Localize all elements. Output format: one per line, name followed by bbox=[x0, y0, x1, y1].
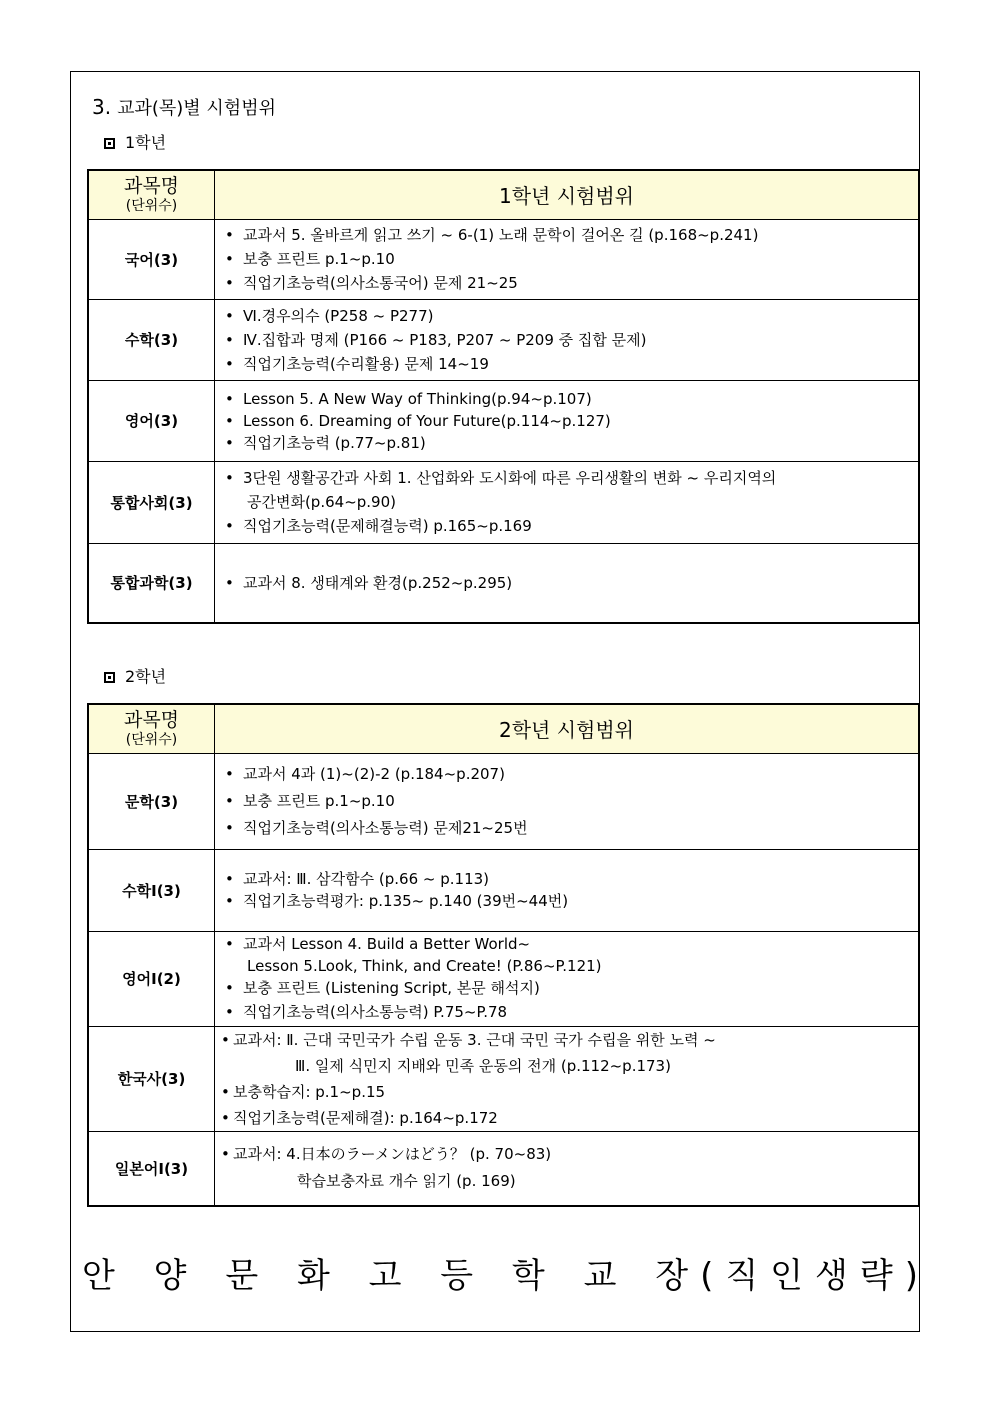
range-cell bbox=[215, 380, 920, 461]
range-cell bbox=[215, 753, 920, 849]
subject-cell: 영어(3) bbox=[88, 380, 215, 461]
grade2-heading-text: 2학년 bbox=[125, 667, 167, 686]
subject-cell: 수학(3) bbox=[88, 299, 215, 380]
table-row bbox=[88, 461, 919, 543]
list-item: • 직업기초능력(의사소통국어) 문제 21~25 bbox=[215, 271, 918, 295]
list-item: • 3단원 생활공간과 사회 1. 산업화와 도시화에 따른 우리생활의 변화 ~ 우리지역의 bbox=[215, 466, 918, 490]
range-cell bbox=[215, 461, 920, 543]
list-item: • 직업기초능력(의사소통능력) 문제21~25번 bbox=[215, 815, 918, 842]
list-item: • 보충 프린트 p.1~p.10 bbox=[215, 788, 918, 815]
header-subject-cell bbox=[88, 704, 215, 753]
subject-cell: 한국사(3) bbox=[88, 1026, 215, 1131]
grade2-table bbox=[87, 703, 920, 1207]
list-item: • 직업기초능력(의사소통능력) P.75~P.78 bbox=[215, 999, 918, 1025]
table-row bbox=[88, 543, 919, 623]
list-item: • Ⅵ.경우의수 (P258 ~ P277) bbox=[215, 304, 918, 328]
list-item: • 보충학습지: p.1~p.15 bbox=[215, 1079, 918, 1105]
section-title bbox=[92, 94, 276, 120]
list-item: • 교과서: 4.日本のラーメンはどう？ (p. 70~83) bbox=[215, 1141, 918, 1168]
table-row bbox=[88, 931, 919, 1026]
subject-cell: 통합사회(3) bbox=[88, 461, 215, 543]
grade1-heading bbox=[104, 130, 166, 153]
table-row bbox=[88, 299, 919, 380]
table-row bbox=[88, 1131, 919, 1206]
list-item: • Ⅳ.집합과 명제 (P166 ~ P183, P207 ~ P209 중 집합 문제) bbox=[215, 328, 918, 352]
list-item: • 직업기초능력평가: p.135~ p.140 (39번~44번) bbox=[215, 890, 918, 912]
table-row bbox=[88, 1026, 919, 1131]
section-title-text: 교과(목)별 시험범위 bbox=[117, 98, 276, 119]
square-bullet-icon bbox=[104, 672, 115, 683]
range-cell bbox=[215, 1131, 920, 1206]
list-item: • 교과서: Ⅲ. 삼각함수 (p.66 ~ p.113) bbox=[215, 868, 918, 890]
range-cell bbox=[215, 299, 920, 380]
grade1-table bbox=[87, 169, 920, 624]
list-item: • 교과서: Ⅱ. 근대 국민국가 수립 운동 3. 근대 국민 국가 수립을 위한 노력 ~ bbox=[215, 1027, 918, 1053]
list-item: • 보충 프린트 (Listening Script, 본문 해석지) bbox=[215, 977, 918, 999]
subject-cell: 문학(3) bbox=[88, 753, 215, 849]
list-item: • 교과서 4과 (1)~(2)-2 (p.184~p.207) bbox=[215, 761, 918, 788]
range-cell bbox=[215, 543, 920, 623]
list-item: • 교과서 5. 올바르게 읽고 쓰기 ~ 6-(1) 노래 문학이 걸어온 길 (p.168~p.241) bbox=[215, 223, 918, 247]
range-cell bbox=[215, 219, 920, 299]
grade2-heading bbox=[104, 664, 166, 687]
list-item: • 직업기초능력(수리활용) 문제 14~19 bbox=[215, 352, 918, 376]
subject-cell: 영어Ⅰ(2) bbox=[88, 931, 215, 1026]
list-item: • 직업기초능력(문제해결능력) p.165~p.169 bbox=[215, 514, 918, 538]
subject-cell: 통합과학(3) bbox=[88, 543, 215, 623]
grade1-heading-text: 1학년 bbox=[125, 133, 167, 152]
list-item: • 직업기초능력(문제해결): p.164~p.172 bbox=[215, 1105, 918, 1131]
table-row bbox=[88, 219, 919, 299]
list-item-continuation: 공간변화(p.64~p.90) bbox=[247, 493, 396, 511]
header-subject-cell bbox=[88, 170, 215, 219]
subject-cell: 수학Ⅰ(3) bbox=[88, 849, 215, 931]
header-subject: 과목명 bbox=[123, 174, 180, 197]
table-row bbox=[88, 849, 919, 931]
subject-cell: 일본어Ⅰ(3) bbox=[88, 1131, 215, 1206]
header-subject: 과목명 bbox=[123, 708, 180, 731]
list-item: • 보충 프린트 p.1~p.10 bbox=[215, 247, 918, 271]
range-cell bbox=[215, 849, 920, 931]
range-cell bbox=[215, 931, 920, 1026]
table-row bbox=[88, 380, 919, 461]
header-range: 2학년 시험범위 bbox=[215, 704, 920, 753]
square-bullet-icon bbox=[104, 138, 115, 149]
header-units: (단위수) bbox=[125, 731, 178, 748]
table-header-row bbox=[88, 704, 919, 753]
list-item: • 직업기초능력 (p.77~p.81) bbox=[215, 432, 918, 454]
section-number: 3. bbox=[92, 95, 112, 119]
list-item: • 교과서 Lesson 4. Build a Better World~ bbox=[215, 933, 918, 955]
school-principal-signature: 안 양 문 화 고 등 학 교 장(직인생략) bbox=[82, 1256, 930, 1296]
subject-cell: 국어(3) bbox=[88, 219, 215, 299]
list-item-continuation: Lesson 5.Look, Think, and Create! (P.86~P.121) bbox=[247, 956, 602, 975]
list-item: • Lesson 5. A New Way of Thinking(p.94~p.107) bbox=[215, 388, 918, 410]
list-item: • 교과서 8. 생태계와 환경(p.252~p.295) bbox=[215, 571, 918, 595]
range-cell bbox=[215, 1026, 920, 1131]
table-header-row bbox=[88, 170, 919, 219]
list-item-continuation: Ⅲ. 일제 식민지 지배와 민족 운동의 전개 (p.112~p.173) bbox=[295, 1056, 671, 1075]
table-row bbox=[88, 753, 919, 849]
list-item: • Lesson 6. Dreaming of Your Future(p.114~p.127) bbox=[215, 410, 918, 432]
header-units: (단위수) bbox=[125, 197, 178, 214]
list-item-continuation: 학습보충자료 개수 읽기 (p. 169) bbox=[297, 1172, 516, 1191]
header-range: 1학년 시험범위 bbox=[215, 170, 920, 219]
